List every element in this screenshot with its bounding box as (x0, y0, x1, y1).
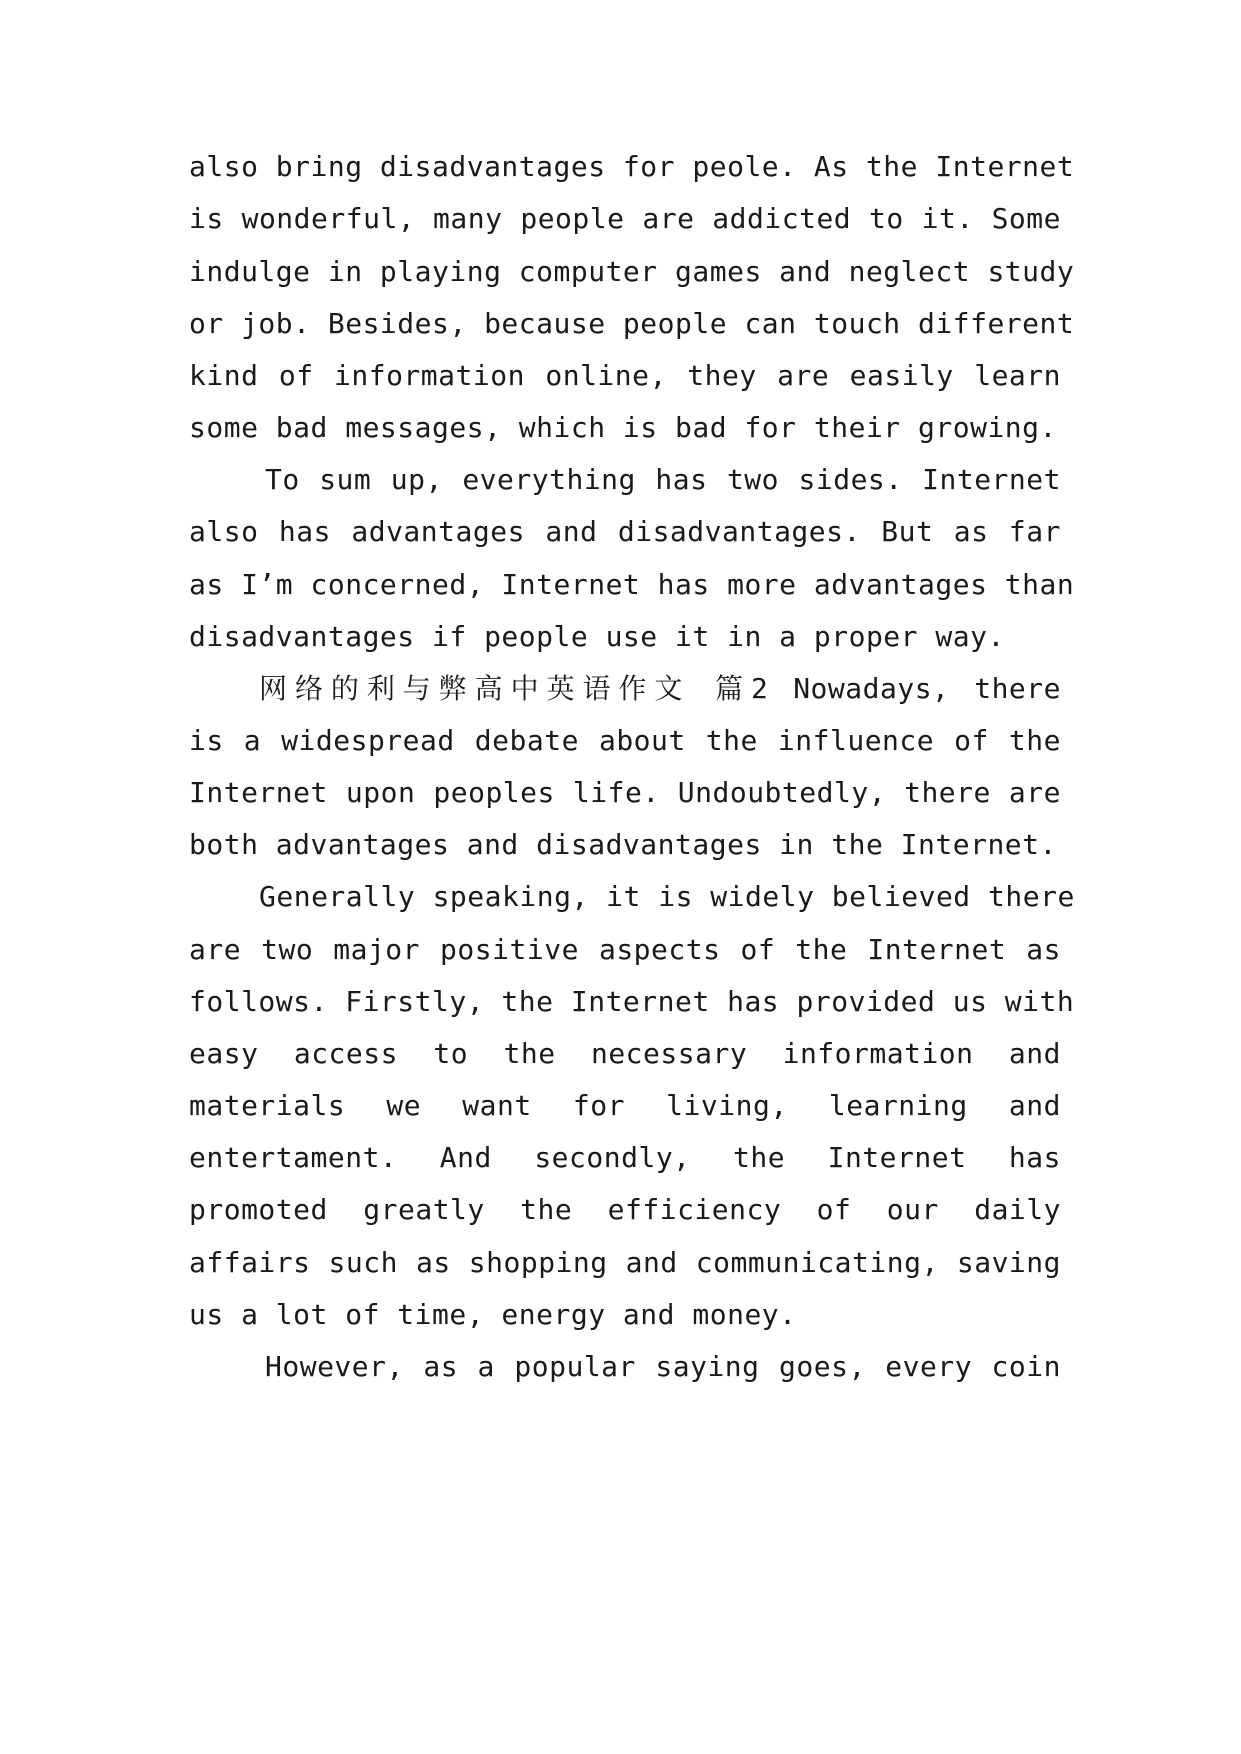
text-line: are two major positive aspects of the Internet as (189, 933, 1061, 966)
text-line: promoted greatly the efficiency of our daily (189, 1193, 1061, 1226)
text-line: some bad messages, which is bad for their growing. (189, 411, 1057, 444)
text-line: both advantages and disadvantages in the Internet. (189, 828, 1057, 861)
text-line: Internet upon peoples life. Undoubtedly, there are (189, 776, 1061, 809)
text-line: as I’m concerned, Internet has more advantages than (189, 568, 1075, 601)
text-line: kind of information online, they are easily learn (189, 359, 1061, 392)
text-line: materials we want for living, learning and (189, 1089, 1061, 1122)
text-line: also bring disadvantages for peole. As the Internet (189, 150, 1075, 183)
text-line: us a lot of time, energy and money. (189, 1298, 797, 1331)
paragraph-start-line: To sum up, everything has two sides. Internet (265, 463, 1061, 496)
text-line: is a widespread debate about the influence of the (189, 724, 1061, 757)
paragraph-start-line: Generally speaking, it is widely believed there (259, 880, 1075, 913)
text-line: is wonderful, many people are addicted to it. Some (189, 202, 1061, 235)
text-line: disadvantages if people use it in a proper way. (189, 620, 1005, 653)
text-line: entertament. And secondly, the Internet has (189, 1141, 1061, 1174)
text-line: or job. Besides, because people can touch different (189, 307, 1075, 340)
paragraph-start-line: However, as a popular saying goes, every coin (265, 1350, 1061, 1383)
text-line: indulge in playing computer games and neglect study (189, 255, 1075, 288)
text-line: also has advantages and disadvantages. But as far (189, 515, 1061, 548)
text-line: follows. Firstly, the Internet has provided us with (189, 985, 1075, 1018)
text-line: easy access to the necessary information and (189, 1037, 1061, 1070)
section-heading-line: 网络的利与弊高中英语作文 篇2 Nowadays, there (259, 672, 1061, 705)
text-line: affairs such as shopping and communicating, saving (189, 1246, 1061, 1279)
